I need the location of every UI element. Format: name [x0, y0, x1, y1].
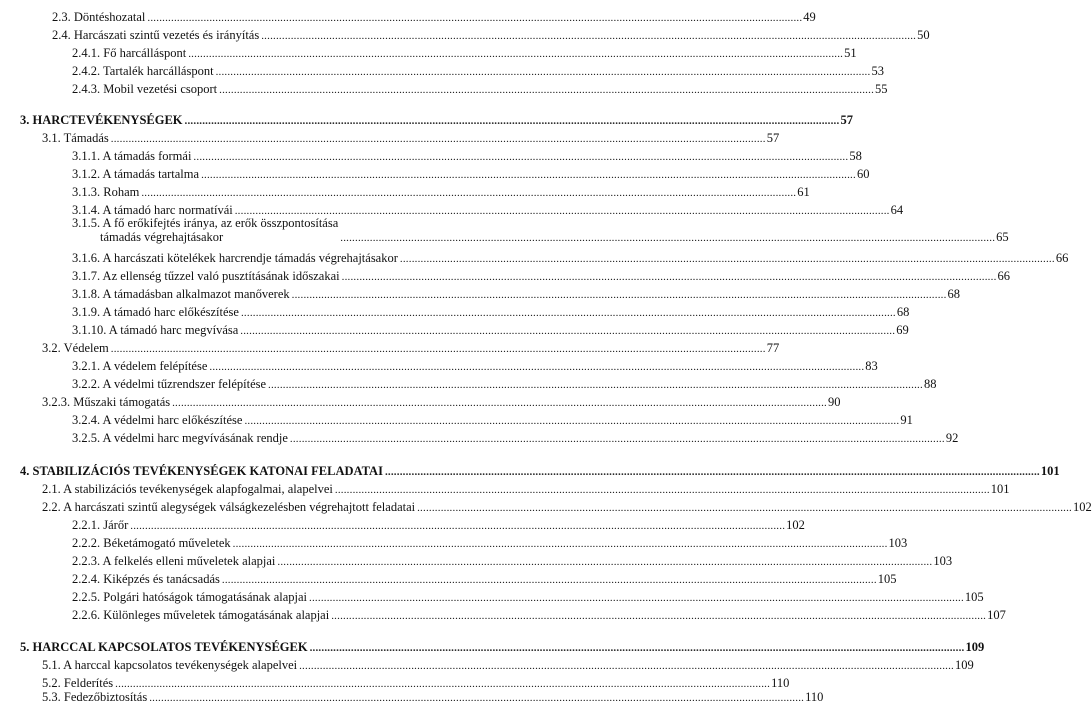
toc-entry-label: 3.1.9. A támadó harc előkészítése: [72, 305, 239, 319]
toc-entry-page: 55: [875, 82, 888, 96]
dot-leader: [115, 676, 770, 690]
toc-entry: [0, 373, 937, 391]
dot-leader: [340, 230, 995, 244]
toc-entry-label: 3.1.7. Az ellenség tűzzel való pusztításának időszakai: [72, 269, 340, 283]
dot-leader: [222, 572, 877, 586]
toc-entry: [0, 319, 909, 337]
dot-leader: [193, 149, 848, 163]
toc-entry-label: 3.2.5. A védelmi harc megvívásának rendje: [72, 431, 288, 445]
dot-leader: [185, 113, 840, 127]
toc-entry: [0, 214, 1009, 244]
toc-entry-page: 61: [797, 185, 810, 199]
toc-entry: [0, 478, 1010, 496]
toc-entry-page: 109: [955, 658, 974, 672]
toc-entry-label: 3.1.4. A támadó harc normatívái: [72, 203, 233, 217]
toc-entry-label: 2.4. Harcászati szintű vezetés és irányítás: [52, 28, 260, 42]
toc-entry-label: 3.2.4. A védelmi harc előkészítése: [72, 413, 243, 427]
toc-entry: [0, 247, 1069, 265]
dot-leader: [342, 269, 997, 283]
toc-chapter: [0, 460, 1060, 478]
toc-entry: [0, 301, 910, 319]
toc-entry-label: 3.1.10. A támadó harc megvívása: [72, 323, 239, 337]
toc-entry-label: 5.1. A harccal kapcsolatos tevékenységek alapelvei: [42, 658, 298, 672]
toc-entry-page: 50: [917, 28, 930, 42]
toc-entry-label: 2.3. Döntéshozatal: [52, 10, 146, 24]
toc-entry: [0, 427, 959, 445]
toc-chapter: [0, 109, 853, 127]
toc-entry: [0, 6, 816, 24]
toc-entry: [0, 127, 780, 145]
dot-leader: [400, 251, 1055, 265]
toc-entry: [0, 391, 841, 409]
toc-entry-page: 110: [771, 676, 790, 690]
toc-entry-page: 66: [1055, 251, 1069, 265]
toc-entry-page: 101: [990, 482, 1010, 496]
toc-entry-label: 2.1. A stabilizációs tevékenységek alapfogalmai, alapelvei: [42, 482, 333, 496]
toc-entry-page: 60: [856, 167, 870, 181]
dot-leader: [141, 185, 796, 199]
toc-entry: [0, 496, 1092, 514]
dot-leader: [130, 518, 785, 532]
toc-entry: [0, 409, 913, 427]
toc-chapter: [0, 636, 985, 654]
dot-leader: [111, 131, 766, 145]
toc-chapter-page: 101: [1040, 464, 1060, 478]
toc-entry: [0, 654, 974, 672]
dot-leader: [331, 608, 986, 622]
toc-entry-page: 77: [766, 341, 780, 355]
toc-entry-label: 3.2.1. A védelem felépítése: [72, 359, 208, 373]
toc-entry-label: 3.2.3. Műszaki támogatás: [42, 395, 171, 409]
toc-entry-label: 3.1.2. A támadás tartalma: [72, 167, 200, 181]
toc-entry-page: 65: [996, 230, 1009, 244]
toc-entry: [0, 355, 878, 373]
toc-entry-page: 68: [947, 287, 961, 301]
dot-leader: [417, 500, 1072, 514]
toc-entry-label: 2.4.3. Mobil vezetési csoport: [72, 82, 218, 96]
toc-chapter-label: 3. HARCTEVÉKENYSÉGEK: [20, 113, 183, 127]
toc-entry-label: 2.2.6. Különleges műveletek támogatásának alapjai: [72, 608, 330, 622]
dot-leader: [219, 82, 874, 96]
toc-entry: [0, 672, 790, 690]
toc-entry-label: 5.3. Fedezőbiztosítás: [42, 690, 148, 704]
toc-entry-page: 58: [849, 149, 862, 163]
toc-entry-page: 57: [766, 131, 780, 145]
dot-leader: [310, 640, 965, 654]
toc-entry-label: [72, 216, 339, 244]
toc-entry-page: 105: [877, 572, 897, 586]
toc-entry-page: 69: [896, 323, 909, 337]
dot-leader: [299, 658, 954, 672]
toc-entry-page: 51: [844, 46, 857, 60]
toc-entry-page: 66: [997, 269, 1011, 283]
toc-entry-page: 49: [803, 10, 816, 24]
toc-entry-label: 3.2. Védelem: [42, 341, 109, 355]
toc-chapter-label: 4. STABILIZÁCIÓS TEVÉKENYSÉGEK KATONAI FELADATAI: [20, 464, 383, 478]
toc-entry-label: 3.1.3. Roham: [72, 185, 140, 199]
toc-entry-label: 3.1.8. A támadásban alkalmazot manőverek: [72, 287, 290, 301]
dot-leader: [292, 287, 947, 301]
toc-entry-label: 3.1.6. A harcászati kötelékek harcrendje támadás végrehajtásakor: [72, 251, 398, 265]
dot-leader: [172, 395, 827, 409]
dot-leader: [209, 359, 864, 373]
dot-leader: [335, 482, 990, 496]
toc-entry-label: 3.2.2. A védelmi tűzrendszer felépítése: [72, 377, 267, 391]
toc-entry: [0, 181, 810, 199]
toc-entry-page: 53: [871, 64, 884, 78]
toc-entry: [0, 532, 908, 550]
dot-leader: [240, 323, 895, 337]
toc-entry: [0, 690, 824, 704]
dot-leader: [277, 554, 932, 568]
toc-entry: [0, 283, 961, 301]
dot-leader: [244, 413, 899, 427]
dot-leader: [290, 431, 945, 445]
toc-entry-page: 83: [865, 359, 878, 373]
toc-entry-label: 2.2.4. Kiképzés és tanácsadás: [72, 572, 220, 586]
toc-entry-page: 90: [828, 395, 841, 409]
dot-leader: [147, 10, 802, 24]
toc-entry-page: 102: [1073, 500, 1092, 514]
toc-entry-page: 103: [933, 554, 953, 568]
dot-leader: [188, 46, 843, 60]
dot-leader: [233, 536, 888, 550]
toc-entry-page: 110: [805, 690, 824, 704]
toc-entry: [0, 42, 857, 60]
dot-leader: [385, 464, 1040, 478]
dot-leader: [261, 28, 916, 42]
toc-chapter-page: 57: [840, 113, 853, 127]
toc-entry-label: 5.2. Felderítés: [42, 676, 114, 690]
toc-entry: [0, 586, 984, 604]
toc-entry-label: 2.2.5. Polgári hatóságok támogatásának alapjai: [72, 590, 308, 604]
dot-leader: [111, 341, 766, 355]
dot-leader: [241, 305, 896, 319]
toc-chapter-label: 5. HARCCAL KAPCSOLATOS TEVÉKENYSÉGEK: [20, 640, 308, 654]
toc-entry-page: 107: [987, 608, 1006, 622]
toc-entry-label-line2: támadás végrehajtásakor: [100, 230, 224, 244]
toc-entry-label: 2.2.3. A felkelés elleni műveletek alapjai: [72, 554, 276, 568]
toc-entry-page: 68: [896, 305, 910, 319]
dot-leader: [216, 64, 871, 78]
toc-entry: [0, 568, 897, 586]
toc-entry-label: 3.1.1. A támadás formái: [72, 149, 192, 163]
dot-leader: [201, 167, 856, 181]
toc-entry-label: 2.2.2. Béketámogató műveletek: [72, 536, 231, 550]
toc-entry: [0, 60, 884, 78]
toc-entry: [0, 550, 953, 568]
toc-entry: [0, 514, 805, 532]
toc-entry: [0, 265, 1011, 283]
toc-chapter-page: 109: [965, 640, 985, 654]
toc-entry-page: 91: [900, 413, 913, 427]
toc-entry: [0, 78, 888, 96]
toc-entry-page: 103: [888, 536, 908, 550]
toc-entry-label: 2.2.1. Járőr: [72, 518, 129, 532]
toc-entry-label: 3.1. Támadás: [42, 131, 109, 145]
toc-entry: [0, 604, 1006, 622]
toc-entry-label: 2.2. A harcászati szintű alegységek válságkezelésben végrehajtott feladatai: [42, 500, 416, 514]
toc-entry: [0, 24, 930, 42]
dot-leader: [309, 590, 964, 604]
toc-entry-page: 64: [890, 203, 904, 217]
toc-entry-label-line1: 3.1.5. A fő erőkifejtés iránya, az erők összpontosítása: [72, 216, 339, 230]
toc-entry-page: 88: [923, 377, 937, 391]
toc-entry: [0, 337, 780, 355]
toc-entry-page: 92: [945, 431, 959, 445]
toc-entry-label: 2.4.1. Fő harcálláspont: [72, 46, 187, 60]
toc-entry: [0, 145, 862, 163]
toc-entry: [0, 163, 870, 181]
toc-entry-page: 102: [786, 518, 805, 532]
toc-entry-page: 105: [964, 590, 984, 604]
dot-leader: [149, 690, 804, 704]
dot-leader: [268, 377, 923, 391]
toc-entry-label: 2.4.2. Tartalék harcálláspont: [72, 64, 214, 78]
